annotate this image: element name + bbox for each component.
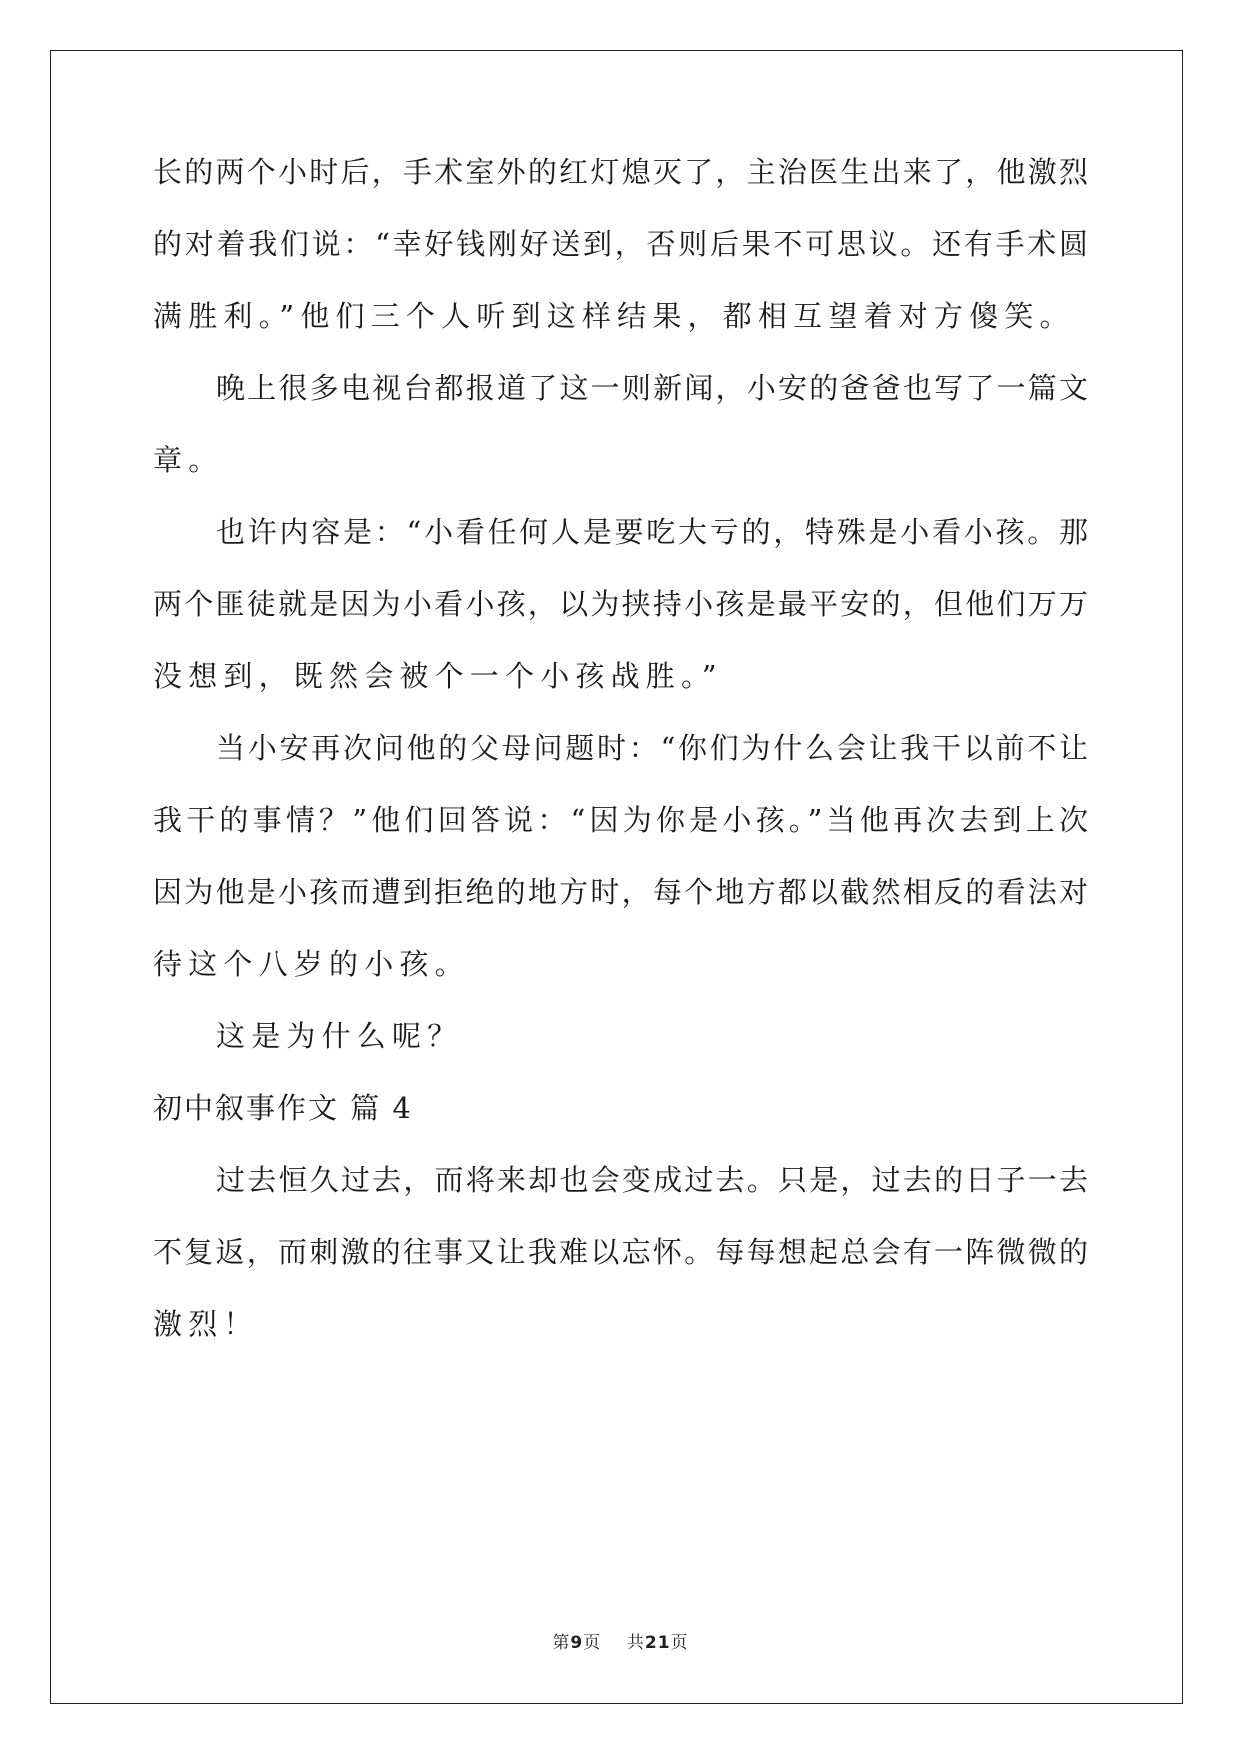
paragraph-line: 也许内容是：“小看任何人是要吃大亏的，特殊是小看小孩。那 [216, 515, 1088, 549]
paragraph-line: 满胜利。”他们三个人听到这样结果，都相互望着对方傻笑。 [153, 299, 1075, 333]
paragraph-line: 章。 [153, 443, 224, 477]
footer-total-prefix: 共 [626, 1633, 645, 1653]
paragraph-line: 当小安再次问他的父母问题时：“你们为什么会让我干以前不让 [216, 731, 1088, 765]
paragraph-line: 我干的事情？”他们回答说：“因为你是小孩。”当他再次去到上次 [153, 803, 1088, 837]
paragraph-line: 没想到，既然会被个一个小孩战胜。” [153, 659, 723, 693]
paragraph-line: 激烈！ [153, 1307, 259, 1341]
section-heading: 初中叙事作文 篇 4 [153, 1091, 413, 1125]
paragraph-line: 因为他是小孩而遭到拒绝的地方时，每个地方都以截然相反的看法对 [153, 875, 1088, 909]
paragraph-line: 两个匪徒就是因为小看小孩，以为挟持小孩是最平安的，但他们万万 [153, 587, 1088, 621]
paragraph-line: 的对着我们说：“幸好钱刚好送到，否则后果不可思议。还有手术圆 [153, 227, 1088, 261]
current-page-number: 9 [570, 1633, 584, 1653]
total-pages-number: 21 [644, 1633, 671, 1653]
paragraph-line: 晚上很多电视台都报道了这一则新闻，小安的爸爸也写了一篇文 [216, 371, 1088, 405]
paragraph-line: 过去恒久过去，而将来却也会变成过去。只是，过去的日子一去 [216, 1163, 1088, 1197]
footer-page-word: 页 [583, 1633, 602, 1653]
paragraph-line: 这是为什么呢？ [216, 1019, 463, 1053]
paragraph-line: 不复返，而刺激的往事又让我难以忘怀。每每想起总会有一阵微微的 [153, 1235, 1088, 1269]
page-footer [0, 1628, 1241, 1653]
footer-prefix: 第 [552, 1633, 571, 1653]
footer-total-suffix: 页 [670, 1633, 689, 1653]
paragraph-line: 待这个八岁的小孩。 [153, 947, 470, 981]
paragraph-line: 长的两个小时后，手术室外的红灯熄灭了，主治医生出来了，他激烈 [153, 155, 1088, 189]
